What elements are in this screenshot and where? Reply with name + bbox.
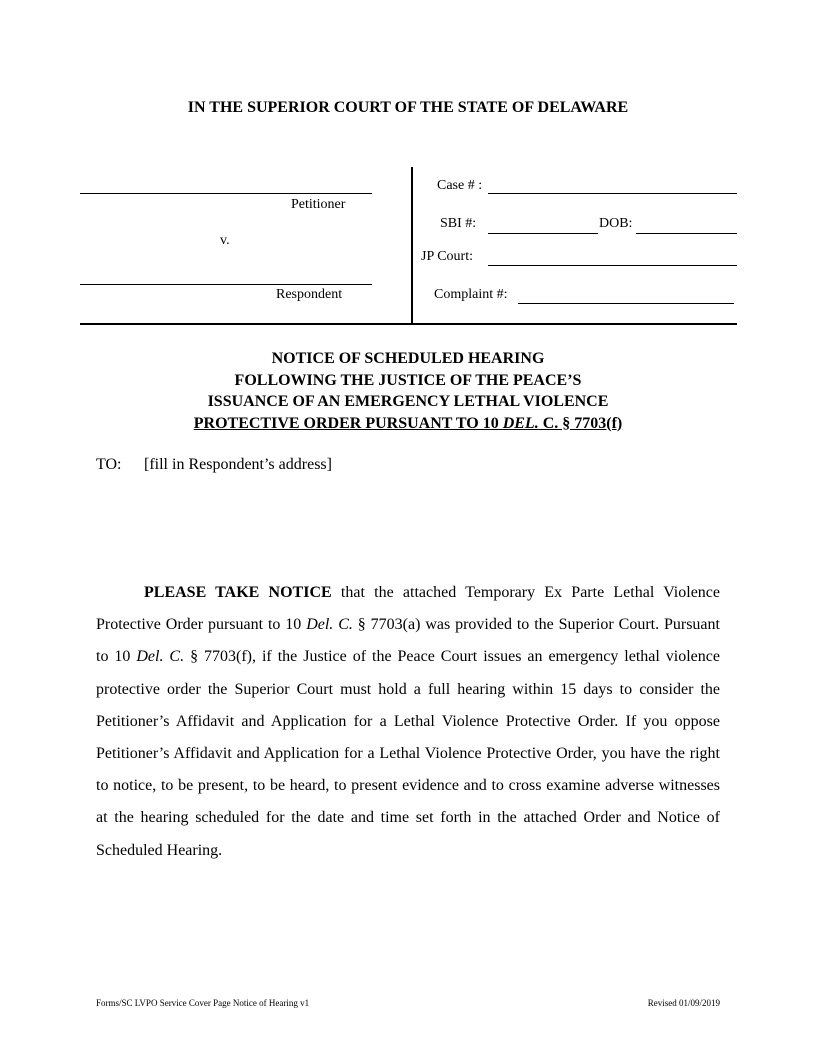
body-segment-1: that the attached Temporary Ex Parte Lethal Violence Protective Order pursuant to 10 [96, 584, 720, 634]
notice-body [96, 577, 720, 867]
dob-label: DOB: [599, 216, 633, 231]
petitioner-label: Petitioner [291, 197, 346, 212]
versus-label: v. [220, 233, 230, 248]
case-number-label: Case # : [437, 178, 483, 193]
respondent-label: Respondent [276, 287, 343, 302]
body-cite-2: Del. C. [136, 648, 185, 666]
body-segment-3: § 7703(f), if the Justice of the Peace Court issues an emergency lethal violence protective order the Superior Court must hold a full hearing within 15 days to consider the Petitioner’s Affidavit and Application for a Lethal Violence Protective Order. If you oppose Petitioner’s Affidavit and Application for a Lethal Violence Protective Order, you have the right to notice, to be present, to be heard, to present evidence and to cross examine adverse witnesses at the hearing scheduled for the date and time set forth in the attached Order and Notice of Scheduled Hearing. [96, 648, 720, 859]
petitioner-name-line[interactable] [80, 193, 372, 194]
notice-title-line-4 [0, 413, 816, 435]
notice-title-cite: DEL. [502, 414, 539, 432]
notice-title-line-4-c: C. § 7703(f) [538, 414, 623, 432]
court-title: IN THE SUPERIOR COURT OF THE STATE OF DELAWARE [187, 99, 629, 116]
body-cite-1: Del. C. [306, 616, 353, 634]
complaint-field[interactable] [518, 303, 734, 304]
jp-court-field[interactable] [488, 265, 737, 266]
to-line [96, 456, 332, 474]
footer-form-id: Forms/SC LVPO Service Cover Page Notice of Hearing v1 [96, 998, 310, 1008]
to-label: TO: [96, 456, 122, 473]
respondent-address[interactable]: [fill in Respondent’s address] [144, 456, 332, 473]
jp-court-label: JP Court: [421, 249, 473, 264]
notice-title-line-4-a: PROTECTIVE ORDER PURSUANT TO 10 [193, 414, 503, 432]
notice-title-line-2: FOLLOWING THE JUSTICE OF THE PEACE’S [234, 371, 582, 389]
body-segment-2: § 7703(a) was provided to the Superior Court. Pursuant to 10 [96, 616, 720, 666]
complaint-label: Complaint #: [434, 287, 508, 302]
sbi-field[interactable] [488, 233, 598, 234]
caption-bottom-rule [80, 323, 737, 325]
notice-title-line-3: ISSUANCE OF AN EMERGENCY LETHAL VIOLENCE [207, 393, 609, 410]
notice-title [0, 348, 816, 434]
notice-title-line-1: NOTICE OF SCHEDULED HEARING [271, 350, 545, 367]
caption-divider [411, 167, 413, 325]
dob-field[interactable] [636, 233, 737, 234]
footer-revised-date: Revised 01/09/2019 [647, 998, 720, 1008]
notice-lead: PLEASE TAKE NOTICE [144, 584, 332, 601]
case-number-field[interactable] [488, 193, 737, 194]
sbi-label: SBI #: [440, 216, 477, 231]
respondent-name-line[interactable] [80, 284, 372, 285]
notice-paragraph [96, 577, 720, 867]
